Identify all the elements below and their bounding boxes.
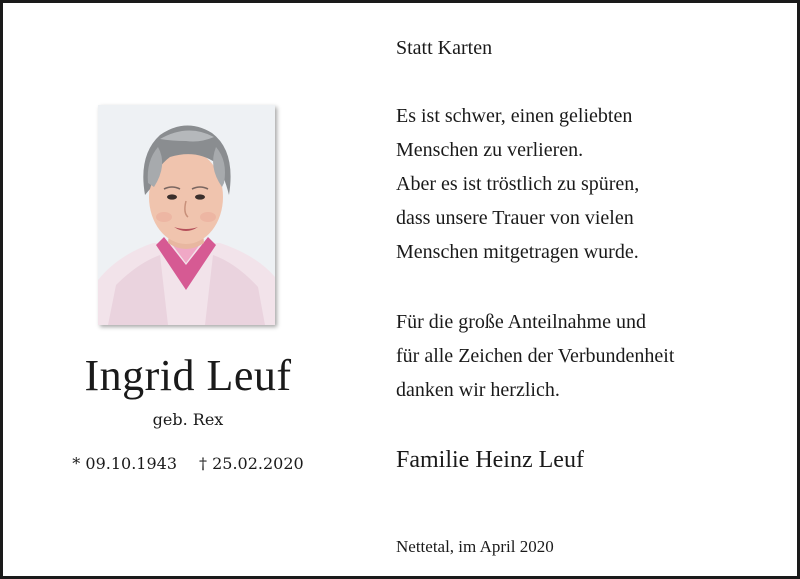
deceased-name: Ingrid Leuf [84,351,292,400]
thanks-line: danken wir herzlich. [396,379,560,401]
heading-statt-karten: Statt Karten [396,37,493,59]
thanks-line: für alle Zeichen der Verbundenheit [396,345,675,367]
birth-date: * 09.10.1943 [72,454,177,473]
thanks-text [396,305,791,407]
death-date: † 25.02.2020 [199,454,304,473]
poem-line: Es ist schwer, einen geliebten [396,105,633,127]
portrait-photo [98,105,275,325]
thanks-line: Für die große Anteilnahme und [396,311,646,333]
maiden-name: geb. Rex [152,410,224,429]
poem-line: Aber es ist tröstlich zu spüren, [396,173,640,195]
place-and-date: Nettetal, im April 2020 [396,537,554,556]
portrait-illustration [98,105,275,325]
poem-line: dass unsere Trauer von vielen [396,207,634,229]
poem-line: Menschen zu verlieren. [396,139,584,161]
life-dates [3,453,373,475]
poem-text [396,99,791,269]
family-signature: Familie Heinz Leuf [396,447,584,473]
poem-line: Menschen mitgetragen wurde. [396,241,639,263]
